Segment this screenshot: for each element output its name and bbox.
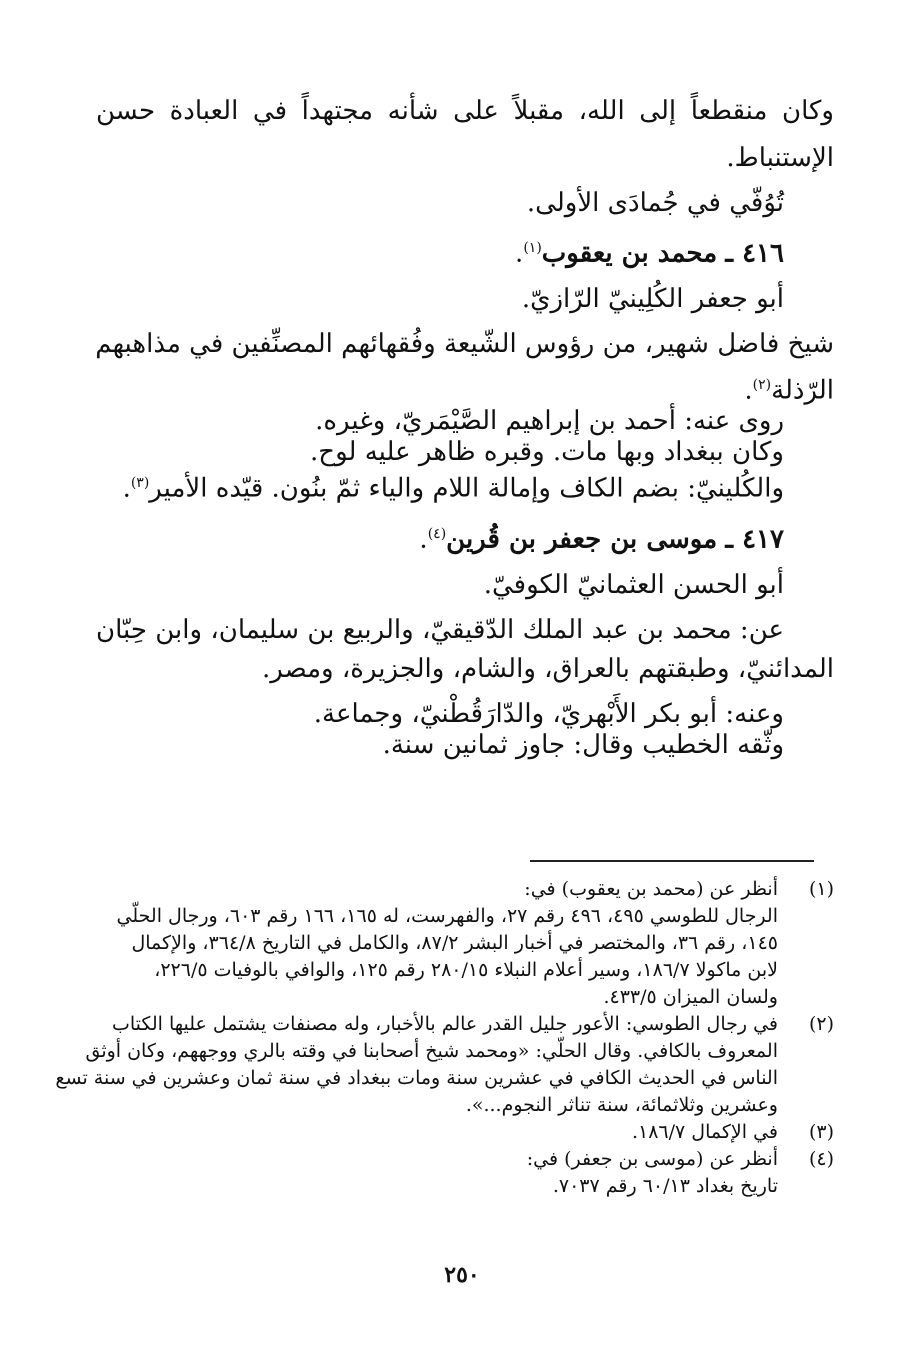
footnote-ref: (٢) (752, 376, 772, 393)
text-line (96, 570, 834, 601)
footnote-ref: (٤) (427, 525, 447, 542)
text-line (96, 437, 834, 468)
text-line (96, 699, 834, 730)
text-line (96, 654, 834, 685)
page-number: ٢٥٠ (444, 1262, 480, 1288)
footnote-line: لابن ماكولا ١٨٦/٧، وسير أعلام النبلاء ٢٨٠/١٥ رقم ١٢٥، والوافي بالوفيات ٢٢٦/٥، (154, 959, 778, 981)
footnote-number: (٢) (808, 1013, 834, 1035)
footnote-line: في رجال الطوسي: الأعور جليل القدر عالم بالأخبار، وله مصنفات يشتمل عليها الكتاب (111, 1013, 778, 1035)
footnote-number: (٤) (808, 1148, 834, 1170)
footnote-line: ولسان الميزان ٤٣٣/٥. (603, 986, 778, 1008)
entry-heading-417: ٤١٧ ـ موسى بن جعفر بن قُرين$^{(٤)}$. (419, 524, 784, 555)
footnote (96, 1146, 834, 1200)
footnote-line: الرجال للطوسي ٤٩٥، ٤٩٦ رقم ٢٧، والفهرست، له ١٦٥، ١٦٦ رقم ٦٠٣، ورجال الحلّي (116, 905, 778, 927)
text-line (96, 329, 834, 360)
text: شيخ فاضل شهير، من رؤوس الشّيعة وفُقهائهم المصنِّفين في مذاهبهم (95, 328, 834, 359)
footnote-line: أنظر عن (موسى بن جعفر) في: (526, 1148, 778, 1170)
footnote-number: (٣) (808, 1121, 834, 1143)
footnote (96, 876, 834, 1011)
footnote-number: (١) (808, 878, 834, 900)
text-line (96, 284, 834, 315)
entry-number: ٤١٧ ـ (725, 524, 784, 555)
text: وكان منقطعاً إلى الله، مقبلاً على شأنه مجتهداً في العبادة حسن (96, 96, 834, 126)
text: الرّذلة (771, 375, 834, 406)
death-note: تُوُفّي في جُمادَى الأولى. (526, 188, 784, 218)
footnote-ref: (٣) (130, 475, 150, 492)
footnote-line: ١٤٥، رقم ٣٦، والمختصر في أخبار البشر ٨٧/٢، والكامل في التاريخ ٣٦٤/٨، والإكمال (131, 932, 778, 954)
text-line (96, 406, 834, 437)
text-line: والكُلينيّ: بضم الكاف وإمالة اللام والياء ثمّ بنُون. قيّده الأمير$^{(٣)}$. (122, 473, 784, 504)
entry-number: ٤١٦ ـ (725, 238, 784, 269)
text: روى عنه: أحمد بن إبراهيم الصَّيْمَريّ، وغيره. (315, 406, 784, 437)
text-line (96, 143, 834, 174)
footnote-line: وعشرين وثلاثمائة، سنة تناثر النجوم...». (465, 1094, 778, 1116)
text: وعنه: أبو بكر الأَبْهريّ، والدّارَقُطْنيّ، وجماعة. (313, 698, 784, 729)
text-line: الرّذلة$^{(٢)}$. (744, 375, 834, 406)
text: الإستنباط. (726, 143, 834, 173)
footnote-separator (530, 860, 814, 862)
text-line (96, 188, 834, 219)
footnote-line: المعروف بالكافي. وقال الحلّي: «ومحمد شيخ أصحابنا في وقته بالري ووجههم، وكان أوثق (85, 1040, 778, 1062)
entry-name: محمد بن يعقوب (541, 238, 718, 269)
text-line (96, 96, 834, 127)
footnote-line: تاريخ بغداد ٦٠/١٣ رقم ٧٠٣٧. (552, 1175, 778, 1197)
footnote-line: أنظر عن (محمد بن يعقوب) في: (524, 878, 778, 900)
entry-heading-416: ٤١٦ ـ محمد بن يعقوب$^{(١)}$. (515, 238, 784, 269)
text: عن: محمد بن عبد الملك الدّقيقيّ، والربيع بن سليمان، وابن حِبّان (96, 614, 784, 645)
footnotes (55, 876, 834, 1200)
text: وكان ببغداد وبها مات. وقبره ظاهر عليه لوح. (310, 437, 784, 468)
footnote (96, 1119, 834, 1146)
footnote-ref: (١) (523, 240, 542, 256)
text: أبو جعفر الكُلِينيّ الرّازيّ. (521, 283, 784, 314)
text: المدائنيّ، وطبقتهم بالعراق، والشام، والجزيرة، ومصر. (261, 653, 834, 684)
main-text (96, 96, 834, 761)
footnote-line: في الإكمال ١٨٦/٧. (631, 1121, 778, 1143)
text: وثّقه الخطيب وقال: جاوز ثمانين سنة. (382, 729, 784, 760)
text-line (96, 615, 834, 646)
footnote-line: الناس في الحديث الكافي في عشرين سنة ومات ببغداد في سنة ثمان وعشرين في سنة تسع (55, 1067, 778, 1089)
footnote (55, 1011, 834, 1119)
text: والكُلينيّ: بضم الكاف وإمالة اللام والياء ثمّ بنُون. قيّده الأمير (149, 473, 784, 504)
text-line (96, 730, 834, 761)
entry-name: موسى بن جعفر بن قُرين (446, 524, 718, 555)
text: أبو الحسن العثمانيّ الكوفيّ. (483, 569, 784, 600)
